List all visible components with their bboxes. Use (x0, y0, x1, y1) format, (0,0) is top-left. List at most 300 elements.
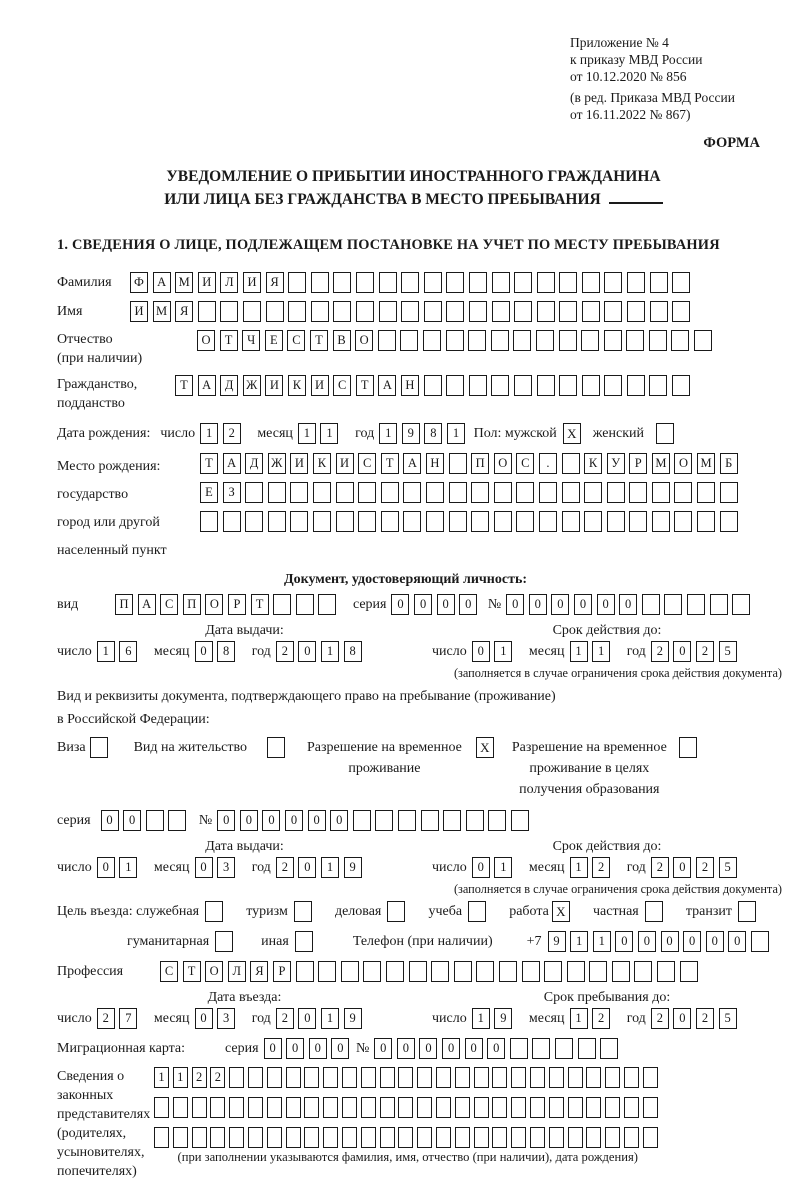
char-cell[interactable]: 0 (529, 594, 547, 615)
char-cell[interactable] (286, 1127, 301, 1148)
char-cell[interactable] (380, 1067, 395, 1088)
char-cell[interactable] (313, 482, 331, 503)
char-cell[interactable] (626, 330, 644, 351)
char-cell[interactable]: 3 (217, 1008, 235, 1029)
char-cell[interactable]: 1 (154, 1067, 169, 1088)
char-cell[interactable]: 0 (673, 857, 691, 878)
char-cell[interactable] (537, 301, 555, 322)
char-cell[interactable] (248, 1097, 263, 1118)
char-cell[interactable] (600, 1038, 618, 1059)
char-cell[interactable] (304, 1127, 319, 1148)
char-cell[interactable]: 2 (210, 1067, 225, 1088)
char-cell[interactable] (469, 375, 487, 396)
char-cell[interactable]: 1 (321, 857, 339, 878)
char-cell[interactable] (604, 330, 622, 351)
char-cell[interactable] (687, 594, 705, 615)
char-cell[interactable]: 1 (298, 423, 316, 444)
char-cell[interactable]: 2 (651, 641, 669, 662)
char-cell[interactable] (358, 482, 376, 503)
char-cell[interactable] (220, 301, 238, 322)
char-cell[interactable] (423, 330, 441, 351)
char-cell[interactable] (492, 1097, 507, 1118)
char-cell[interactable] (471, 482, 489, 503)
char-cell[interactable] (436, 1067, 451, 1088)
char-cell[interactable] (567, 961, 585, 982)
char-cell[interactable]: А (223, 453, 241, 474)
char-cell[interactable]: 0 (574, 594, 592, 615)
char-cell[interactable]: 0 (472, 857, 490, 878)
char-cell[interactable] (380, 1127, 395, 1148)
char-cell[interactable] (604, 301, 622, 322)
char-cell[interactable]: И (290, 453, 308, 474)
char-cell[interactable] (296, 594, 314, 615)
char-cell[interactable] (650, 272, 668, 293)
char-cell[interactable] (378, 330, 396, 351)
char-cell[interactable] (443, 810, 461, 831)
char-cell[interactable] (192, 1097, 207, 1118)
char-cell[interactable] (311, 272, 329, 293)
char-cell[interactable] (510, 1038, 528, 1059)
char-cell[interactable] (266, 301, 284, 322)
char-cell[interactable] (674, 482, 692, 503)
char-cell[interactable] (336, 482, 354, 503)
char-cell[interactable] (342, 1097, 357, 1118)
char-cell[interactable] (492, 1067, 507, 1088)
char-cell[interactable] (488, 810, 506, 831)
purpose-tourism-checkbox[interactable] (294, 901, 312, 922)
char-cell[interactable] (604, 375, 622, 396)
char-cell[interactable]: 0 (123, 810, 141, 831)
char-cell[interactable]: К (584, 453, 602, 474)
char-cell[interactable]: 0 (442, 1038, 460, 1059)
char-cell[interactable]: 2 (97, 1008, 115, 1029)
purpose-transit-checkbox[interactable] (738, 901, 756, 922)
char-cell[interactable]: 1 (447, 423, 465, 444)
char-cell[interactable] (694, 330, 712, 351)
char-cell[interactable] (720, 511, 738, 532)
char-cell[interactable]: Ж (243, 375, 261, 396)
char-cell[interactable] (514, 375, 532, 396)
char-cell[interactable] (649, 330, 667, 351)
char-cell[interactable]: 1 (570, 857, 588, 878)
char-cell[interactable] (474, 1127, 489, 1148)
char-cell[interactable] (624, 1097, 639, 1118)
char-cell[interactable]: О (197, 330, 215, 351)
char-cell[interactable] (431, 961, 449, 982)
char-cell[interactable]: 0 (391, 594, 409, 615)
char-cell[interactable]: Т (381, 453, 399, 474)
char-cell[interactable] (474, 1097, 489, 1118)
char-cell[interactable] (562, 482, 580, 503)
char-cell[interactable]: 0 (683, 931, 701, 952)
char-cell[interactable] (455, 1097, 470, 1118)
char-cell[interactable] (555, 1038, 573, 1059)
char-cell[interactable]: 2 (276, 1008, 294, 1029)
char-cell[interactable]: 0 (298, 857, 316, 878)
char-cell[interactable] (536, 330, 554, 351)
char-cell[interactable] (532, 1038, 550, 1059)
char-cell[interactable] (417, 1067, 432, 1088)
char-cell[interactable] (210, 1097, 225, 1118)
char-cell[interactable] (154, 1097, 169, 1118)
purpose-other-checkbox[interactable] (295, 931, 313, 952)
char-cell[interactable]: 0 (298, 641, 316, 662)
char-cell[interactable]: Б (720, 453, 738, 474)
char-cell[interactable] (358, 511, 376, 532)
char-cell[interactable] (267, 1127, 282, 1148)
char-cell[interactable] (449, 482, 467, 503)
char-cell[interactable]: 7 (119, 1008, 137, 1029)
char-cell[interactable]: О (674, 453, 692, 474)
char-cell[interactable]: 2 (696, 641, 714, 662)
char-cell[interactable]: Д (220, 375, 238, 396)
char-cell[interactable] (539, 482, 557, 503)
char-cell[interactable] (586, 1097, 601, 1118)
char-cell[interactable] (537, 272, 555, 293)
char-cell[interactable]: 2 (276, 641, 294, 662)
char-cell[interactable] (605, 1097, 620, 1118)
char-cell[interactable] (562, 511, 580, 532)
char-cell[interactable]: У (607, 453, 625, 474)
char-cell[interactable]: 0 (101, 810, 119, 831)
char-cell[interactable] (417, 1097, 432, 1118)
char-cell[interactable]: Т (251, 594, 269, 615)
char-cell[interactable] (229, 1127, 244, 1148)
char-cell[interactable] (454, 961, 472, 982)
char-cell[interactable] (168, 810, 186, 831)
char-cell[interactable] (492, 1127, 507, 1148)
char-cell[interactable] (424, 301, 442, 322)
char-cell[interactable]: 0 (597, 594, 615, 615)
char-cell[interactable]: Т (220, 330, 238, 351)
char-cell[interactable]: 5 (719, 857, 737, 878)
char-cell[interactable]: 1 (494, 857, 512, 878)
char-cell[interactable] (627, 272, 645, 293)
char-cell[interactable] (643, 1127, 658, 1148)
char-cell[interactable]: М (697, 453, 715, 474)
char-cell[interactable]: М (652, 453, 670, 474)
char-cell[interactable] (562, 453, 580, 474)
char-cell[interactable]: Т (183, 961, 201, 982)
char-cell[interactable]: Ж (268, 453, 286, 474)
char-cell[interactable]: 2 (651, 857, 669, 878)
char-cell[interactable]: 0 (419, 1038, 437, 1059)
char-cell[interactable] (426, 511, 444, 532)
char-cell[interactable] (290, 482, 308, 503)
char-cell[interactable]: А (153, 272, 171, 293)
char-cell[interactable]: 1 (320, 423, 338, 444)
char-cell[interactable] (379, 301, 397, 322)
char-cell[interactable] (697, 482, 715, 503)
char-cell[interactable] (672, 301, 690, 322)
char-cell[interactable]: О (205, 961, 223, 982)
char-cell[interactable]: Н (401, 375, 419, 396)
char-cell[interactable]: 1 (494, 641, 512, 662)
purpose-work-checkbox[interactable]: X (552, 901, 570, 922)
char-cell[interactable]: 1 (570, 1008, 588, 1029)
char-cell[interactable] (511, 810, 529, 831)
char-cell[interactable]: 2 (592, 857, 610, 878)
char-cell[interactable]: 0 (262, 810, 280, 831)
char-cell[interactable]: 0 (615, 931, 633, 952)
char-cell[interactable] (530, 1127, 545, 1148)
char-cell[interactable] (273, 594, 291, 615)
purpose-study-checkbox[interactable] (468, 901, 486, 922)
char-cell[interactable]: Р (629, 453, 647, 474)
char-cell[interactable]: 2 (192, 1067, 207, 1088)
char-cell[interactable] (522, 961, 540, 982)
char-cell[interactable]: И (130, 301, 148, 322)
char-cell[interactable] (584, 511, 602, 532)
char-cell[interactable] (318, 594, 336, 615)
char-cell[interactable]: 0 (673, 1008, 691, 1029)
char-cell[interactable]: 0 (638, 931, 656, 952)
char-cell[interactable]: 0 (97, 857, 115, 878)
char-cell[interactable]: Д (245, 453, 263, 474)
char-cell[interactable] (605, 1127, 620, 1148)
char-cell[interactable] (323, 1127, 338, 1148)
char-cell[interactable] (657, 961, 675, 982)
char-cell[interactable] (582, 301, 600, 322)
char-cell[interactable]: С (160, 961, 178, 982)
char-cell[interactable]: С (160, 594, 178, 615)
char-cell[interactable]: 9 (344, 857, 362, 878)
char-cell[interactable] (286, 1067, 301, 1088)
char-cell[interactable] (650, 301, 668, 322)
char-cell[interactable] (649, 375, 667, 396)
char-cell[interactable] (627, 375, 645, 396)
char-cell[interactable] (568, 1067, 583, 1088)
char-cell[interactable] (380, 1097, 395, 1118)
char-cell[interactable] (652, 482, 670, 503)
char-cell[interactable] (674, 511, 692, 532)
char-cell[interactable] (229, 1097, 244, 1118)
char-cell[interactable] (304, 1067, 319, 1088)
char-cell[interactable]: 0 (706, 931, 724, 952)
char-cell[interactable] (568, 1097, 583, 1118)
char-cell[interactable] (680, 961, 698, 982)
char-cell[interactable] (516, 482, 534, 503)
char-cell[interactable] (288, 301, 306, 322)
char-cell[interactable]: 1 (119, 857, 137, 878)
char-cell[interactable] (582, 375, 600, 396)
char-cell[interactable] (559, 301, 577, 322)
char-cell[interactable]: С (516, 453, 534, 474)
char-cell[interactable] (469, 272, 487, 293)
char-cell[interactable]: Я (250, 961, 268, 982)
char-cell[interactable] (627, 301, 645, 322)
char-cell[interactable] (491, 375, 509, 396)
char-cell[interactable] (361, 1067, 376, 1088)
char-cell[interactable] (624, 1067, 639, 1088)
char-cell[interactable] (268, 482, 286, 503)
char-cell[interactable]: И (243, 272, 261, 293)
char-cell[interactable]: Т (310, 330, 328, 351)
char-cell[interactable]: А (403, 453, 421, 474)
char-cell[interactable]: 1 (321, 641, 339, 662)
char-cell[interactable] (361, 1097, 376, 1118)
char-cell[interactable]: 9 (494, 1008, 512, 1029)
char-cell[interactable] (607, 482, 625, 503)
char-cell[interactable] (381, 511, 399, 532)
char-cell[interactable]: 0 (240, 810, 258, 831)
sex-male-checkbox[interactable]: X (563, 423, 581, 444)
char-cell[interactable] (468, 330, 486, 351)
char-cell[interactable] (200, 511, 218, 532)
char-cell[interactable]: 0 (286, 1038, 304, 1059)
temp-residence-checkbox[interactable]: X (476, 737, 494, 758)
char-cell[interactable] (449, 453, 467, 474)
char-cell[interactable]: 0 (661, 931, 679, 952)
char-cell[interactable]: 0 (285, 810, 303, 831)
char-cell[interactable]: 0 (330, 810, 348, 831)
char-cell[interactable] (492, 301, 510, 322)
char-cell[interactable] (568, 1127, 583, 1148)
char-cell[interactable]: С (333, 375, 351, 396)
char-cell[interactable]: 5 (719, 1008, 737, 1029)
char-cell[interactable]: С (358, 453, 376, 474)
char-cell[interactable]: М (153, 301, 171, 322)
char-cell[interactable]: 1 (472, 1008, 490, 1029)
char-cell[interactable] (582, 272, 600, 293)
char-cell[interactable] (267, 1097, 282, 1118)
char-cell[interactable] (417, 1127, 432, 1148)
char-cell[interactable]: 2 (592, 1008, 610, 1029)
char-cell[interactable] (386, 961, 404, 982)
char-cell[interactable] (578, 1038, 596, 1059)
char-cell[interactable] (296, 961, 314, 982)
char-cell[interactable] (403, 511, 421, 532)
char-cell[interactable] (471, 511, 489, 532)
char-cell[interactable]: З (223, 482, 241, 503)
char-cell[interactable]: Л (220, 272, 238, 293)
char-cell[interactable] (474, 1067, 489, 1088)
char-cell[interactable] (424, 375, 442, 396)
char-cell[interactable] (398, 1067, 413, 1088)
char-cell[interactable]: О (494, 453, 512, 474)
char-cell[interactable] (229, 1067, 244, 1088)
char-cell[interactable] (192, 1127, 207, 1148)
purpose-private-checkbox[interactable] (645, 901, 663, 922)
char-cell[interactable]: 0 (195, 857, 213, 878)
purpose-business-checkbox[interactable] (387, 901, 405, 922)
char-cell[interactable]: 0 (619, 594, 637, 615)
char-cell[interactable]: 0 (437, 594, 455, 615)
char-cell[interactable]: 1 (173, 1067, 188, 1088)
purpose-official-checkbox[interactable] (205, 901, 223, 922)
char-cell[interactable]: Е (200, 482, 218, 503)
char-cell[interactable] (449, 511, 467, 532)
char-cell[interactable] (514, 301, 532, 322)
char-cell[interactable]: 8 (424, 423, 442, 444)
char-cell[interactable] (436, 1097, 451, 1118)
char-cell[interactable]: И (336, 453, 354, 474)
char-cell[interactable]: 3 (217, 857, 235, 878)
char-cell[interactable]: 9 (402, 423, 420, 444)
char-cell[interactable]: Я (175, 301, 193, 322)
char-cell[interactable] (671, 330, 689, 351)
char-cell[interactable]: 0 (331, 1038, 349, 1059)
char-cell[interactable] (584, 482, 602, 503)
char-cell[interactable] (154, 1127, 169, 1148)
char-cell[interactable]: 0 (397, 1038, 415, 1059)
sex-female-checkbox[interactable] (656, 423, 674, 444)
char-cell[interactable] (643, 1067, 658, 1088)
char-cell[interactable] (511, 1067, 526, 1088)
char-cell[interactable] (446, 272, 464, 293)
char-cell[interactable] (607, 511, 625, 532)
char-cell[interactable]: Т (200, 453, 218, 474)
char-cell[interactable] (710, 594, 728, 615)
char-cell[interactable] (333, 272, 351, 293)
char-cell[interactable]: 0 (728, 931, 746, 952)
char-cell[interactable] (629, 511, 647, 532)
char-cell[interactable] (697, 511, 715, 532)
char-cell[interactable]: И (265, 375, 283, 396)
char-cell[interactable]: П (183, 594, 201, 615)
char-cell[interactable]: Ф (130, 272, 148, 293)
char-cell[interactable] (398, 1097, 413, 1118)
char-cell[interactable] (720, 482, 738, 503)
char-cell[interactable]: 0 (487, 1038, 505, 1059)
visa-checkbox[interactable] (90, 737, 108, 758)
char-cell[interactable]: П (471, 453, 489, 474)
char-cell[interactable] (530, 1067, 545, 1088)
char-cell[interactable] (401, 272, 419, 293)
char-cell[interactable] (379, 272, 397, 293)
char-cell[interactable] (311, 301, 329, 322)
char-cell[interactable]: 8 (217, 641, 235, 662)
char-cell[interactable] (511, 1097, 526, 1118)
char-cell[interactable] (318, 961, 336, 982)
char-cell[interactable] (426, 482, 444, 503)
char-cell[interactable]: В (333, 330, 351, 351)
char-cell[interactable] (245, 482, 263, 503)
char-cell[interactable] (223, 511, 241, 532)
char-cell[interactable] (559, 330, 577, 351)
char-cell[interactable] (455, 1067, 470, 1088)
char-cell[interactable]: 1 (321, 1008, 339, 1029)
char-cell[interactable]: 9 (548, 931, 566, 952)
char-cell[interactable] (491, 330, 509, 351)
char-cell[interactable]: 1 (570, 931, 588, 952)
char-cell[interactable]: С (287, 330, 305, 351)
char-cell[interactable]: 9 (344, 1008, 362, 1029)
char-cell[interactable] (398, 810, 416, 831)
char-cell[interactable] (664, 594, 682, 615)
char-cell[interactable]: 1 (592, 641, 610, 662)
char-cell[interactable] (356, 272, 374, 293)
char-cell[interactable] (446, 375, 464, 396)
char-cell[interactable] (634, 961, 652, 982)
char-cell[interactable] (589, 961, 607, 982)
char-cell[interactable]: 0 (264, 1038, 282, 1059)
char-cell[interactable] (173, 1127, 188, 1148)
char-cell[interactable]: 2 (223, 423, 241, 444)
char-cell[interactable] (751, 931, 769, 952)
char-cell[interactable] (516, 511, 534, 532)
char-cell[interactable] (469, 301, 487, 322)
char-cell[interactable] (313, 511, 331, 532)
char-cell[interactable]: А (378, 375, 396, 396)
char-cell[interactable]: 5 (719, 641, 737, 662)
char-cell[interactable] (288, 272, 306, 293)
char-cell[interactable]: Т (175, 375, 193, 396)
char-cell[interactable] (290, 511, 308, 532)
char-cell[interactable] (581, 330, 599, 351)
char-cell[interactable]: 0 (298, 1008, 316, 1029)
char-cell[interactable]: 0 (309, 1038, 327, 1059)
